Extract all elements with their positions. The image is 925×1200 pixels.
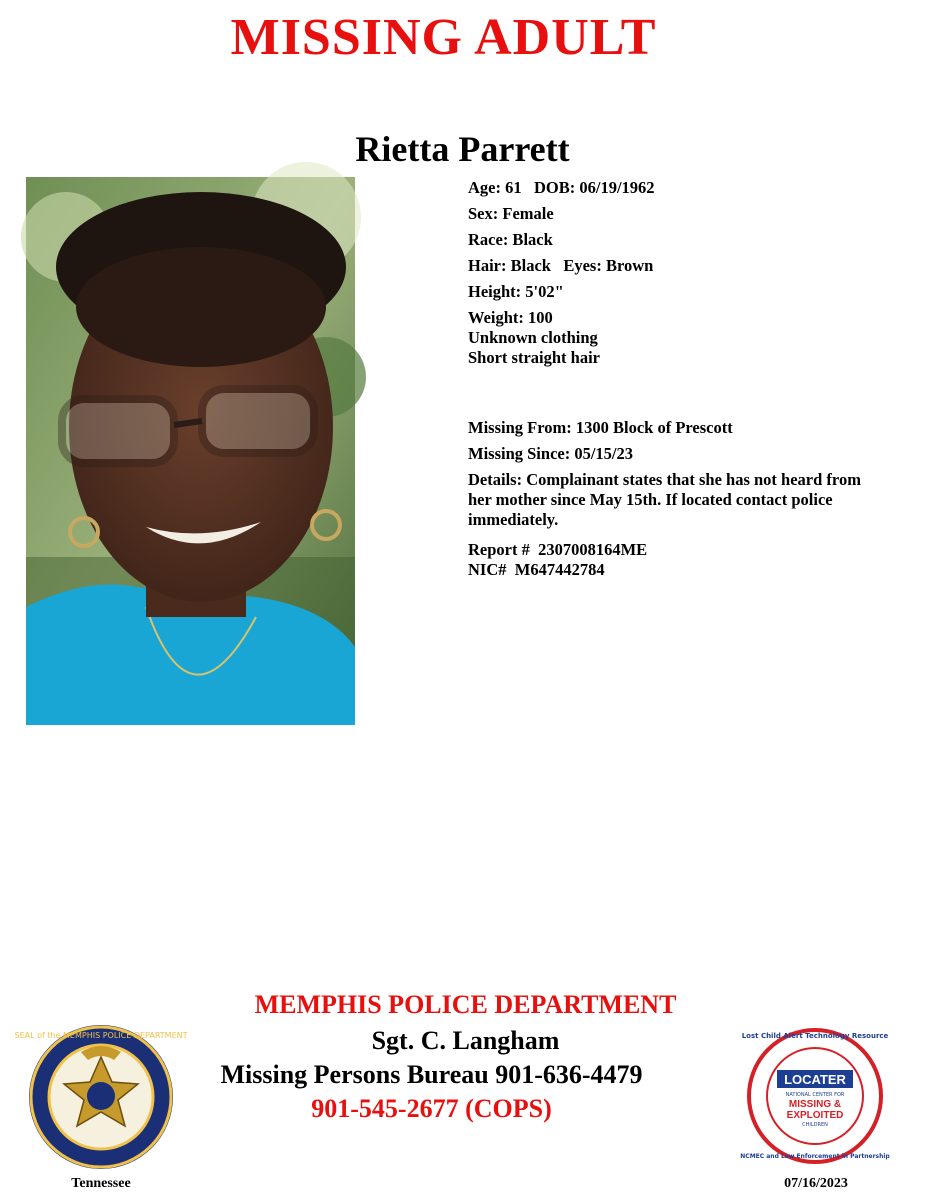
bureau-phone: Missing Persons Bureau 901-636-4479 xyxy=(220,1060,643,1089)
missing-since: Missing Since: 05/15/23 xyxy=(468,444,634,463)
age-dob: Age: 61 DOB: 06/19/1962 xyxy=(468,178,655,197)
missing-from: Missing From: 1300 Block of Prescott xyxy=(468,418,733,437)
race: Race: Black xyxy=(468,230,553,249)
nic-number: NIC# M647442784 xyxy=(468,560,605,579)
locater-name: LOCATER xyxy=(784,1072,846,1087)
person-photo xyxy=(26,177,355,725)
seal-text: SEAL of the MEMPHIS POLICE DEPARTMENT xyxy=(14,1031,188,1040)
poster-date: 07/16/2023 xyxy=(784,1176,848,1191)
seal-caption: Tennessee xyxy=(71,1176,131,1191)
officer-name: Sgt. C. Langham xyxy=(371,1026,560,1055)
sex: Sex: Female xyxy=(468,204,554,223)
person-details xyxy=(468,178,873,580)
cops-phone: 901-545-2677 (COPS) xyxy=(311,1094,552,1123)
report-number: Report # 2307008164ME xyxy=(468,540,648,559)
department-name: MEMPHIS POLICE DEPARTMENT xyxy=(254,990,677,1019)
height: Height: 5'02" xyxy=(468,282,564,301)
locater-org: NATIONAL CENTER FOR xyxy=(785,1092,845,1098)
ncmec-locater-logo xyxy=(740,1022,890,1172)
locater-exploited: EXPLOITED xyxy=(786,1110,844,1121)
locater-children: CHILDREN xyxy=(802,1122,828,1128)
locater-bottom-text: NCMEC and Law Enforcement in Partnership xyxy=(740,1153,890,1160)
weight: Weight: 100 xyxy=(468,308,553,327)
hair-description: Short straight hair xyxy=(468,348,600,367)
person-name: Rietta Parrett xyxy=(355,129,570,169)
hair-eyes: Hair: Black Eyes: Brown xyxy=(468,256,654,275)
locater-missing: MISSING & xyxy=(788,1099,842,1110)
case-details: Details: Complainant states that she has not heard from her mother since May 15th. If located contact police immediately. xyxy=(468,470,861,529)
poster-title: MISSING ADULT xyxy=(230,9,657,66)
police-seal-logo xyxy=(14,1022,188,1172)
locater-ring-text: Lost Child Alert Technology Resource xyxy=(741,1032,889,1040)
clothing: Unknown clothing xyxy=(468,328,598,347)
